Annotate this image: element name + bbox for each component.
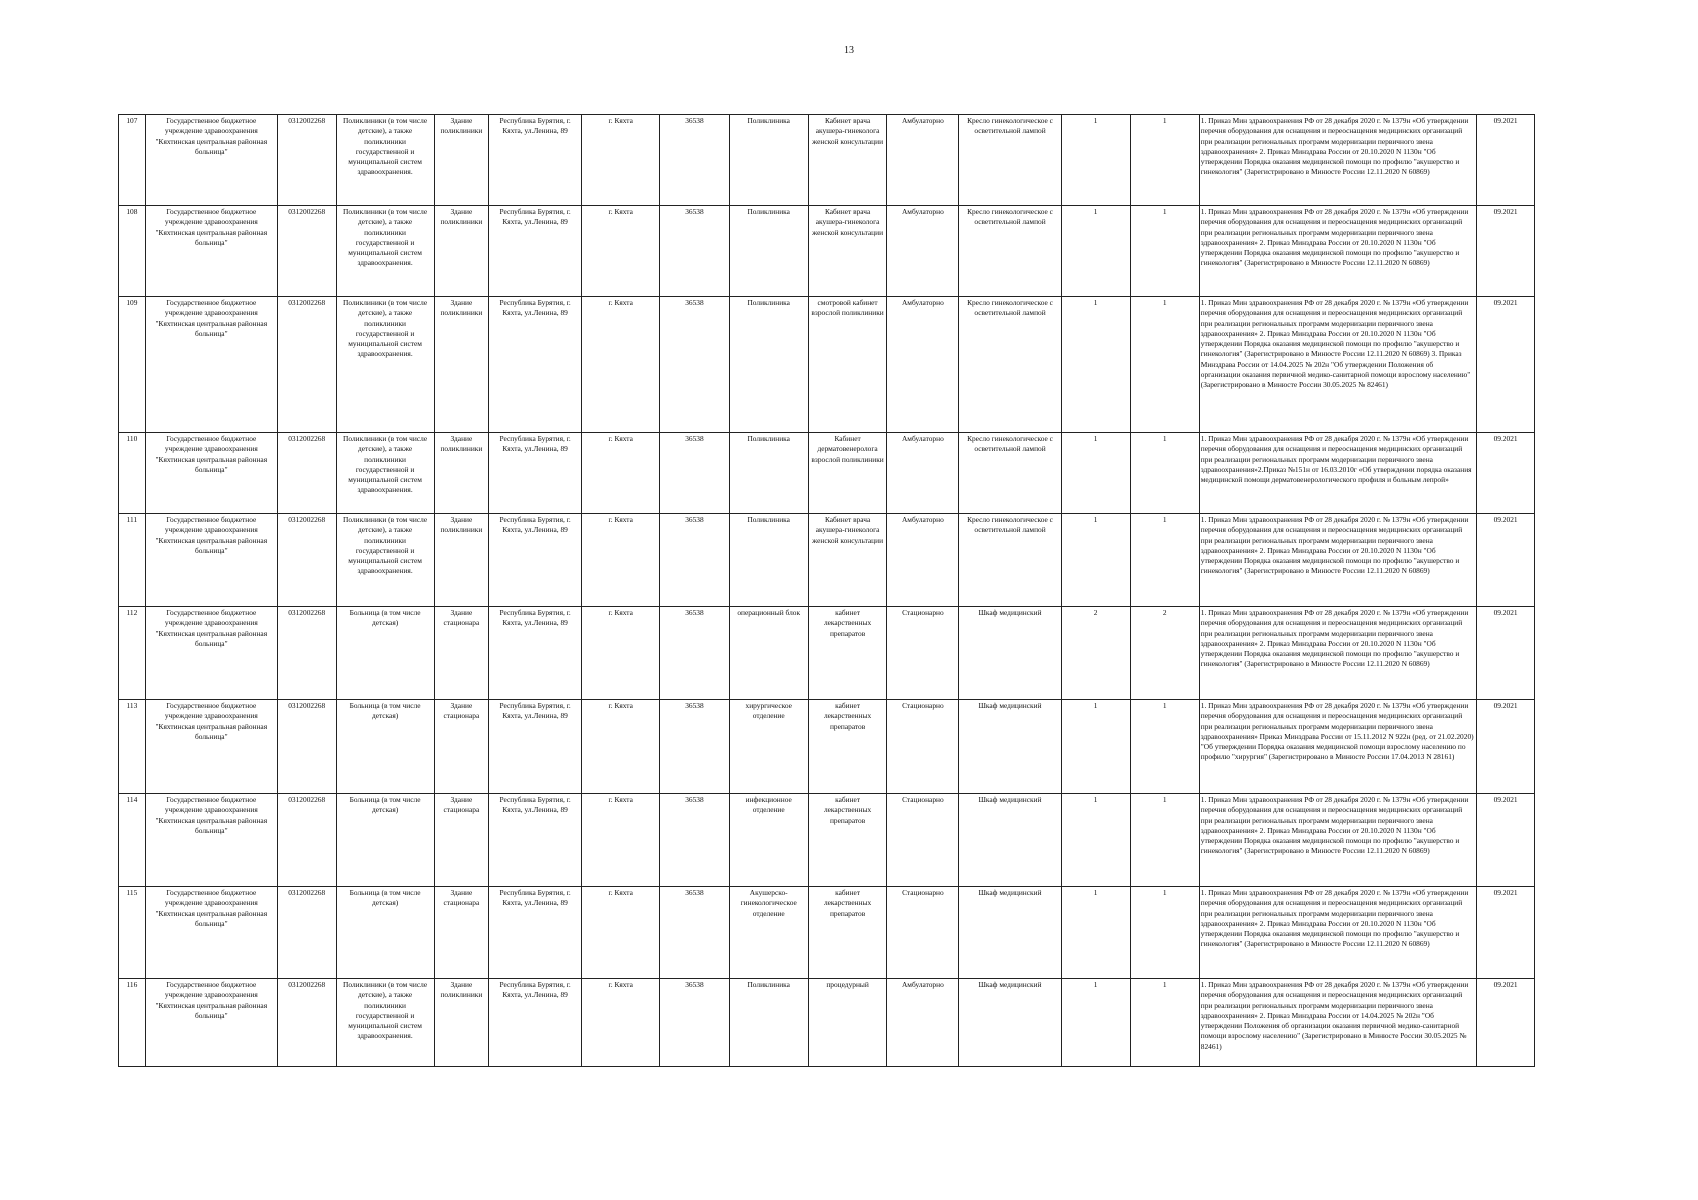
cell-index: 36538 [660, 297, 729, 433]
cell-address: Республика Бурятия, г. Кяхта, ул.Ленина, 89 [489, 115, 582, 206]
cell-quantity-2: 1 [1130, 794, 1199, 887]
cell-number: 116 [119, 979, 146, 1067]
cell-index: 36538 [660, 979, 729, 1067]
cell-quantity-2: 1 [1130, 433, 1199, 514]
cell-equipment: Кресло гинекологическое с осветительной лампой [959, 433, 1061, 514]
cell-number: 113 [119, 700, 146, 794]
cell-quantity-1: 1 [1061, 206, 1130, 297]
cell-organization: Государственное бюджетное учреждение здравоохранения "Кяхтинская центральная районная больница" [145, 297, 277, 433]
cell-regulations: 1. Приказ Мин здравоохранения РФ от 28 декабря 2020 г. № 1379н «Об утверждении перечня оборудования для оснащения и переоснащения медицинских организаций при реализации региональных программ модернизации первичного звена здравоохранения» 2. Приказ Минздрава России от 20.10.2020 N 1130н "Об утверждении Порядка оказания медицинской помощи по профилю "акушерство и гинекология" (Зарегистрировано в Минюсте России 12.11.2020 N 60869) [1199, 794, 1476, 887]
cell-date: 09.2021 [1477, 115, 1535, 206]
cell-city: г. Кяхта [582, 433, 660, 514]
table-row [119, 115, 1535, 206]
cell-city: г. Кяхта [582, 297, 660, 433]
cell-code: 0312002268 [277, 206, 336, 297]
cell-number: 114 [119, 794, 146, 887]
cell-quantity-2: 1 [1130, 514, 1199, 607]
cell-date: 09.2021 [1477, 700, 1535, 794]
cell-date: 09.2021 [1477, 887, 1535, 979]
cell-address: Республика Бурятия, г. Кяхта, ул.Ленина, 89 [489, 433, 582, 514]
cell-number: 109 [119, 297, 146, 433]
cell-care-mode: Стационарно [887, 700, 959, 794]
cell-facility-type: Поликлиники (в том числе детские), а также поликлиники государственной и муниципальной систем здравоохранения. [336, 206, 434, 297]
cell-organization: Государственное бюджетное учреждение здравоохранения "Кяхтинская центральная районная больница" [145, 206, 277, 297]
cell-address: Республика Бурятия, г. Кяхта, ул.Ленина, 89 [489, 206, 582, 297]
cell-room: Кабинет врача акушера-гинеколога женской консультации [808, 115, 886, 206]
cell-address: Республика Бурятия, г. Кяхта, ул.Ленина, 89 [489, 887, 582, 979]
cell-room: кабинет лекарственных препаратов [808, 700, 886, 794]
cell-regulations: 1. Приказ Мин здравоохранения РФ от 28 декабря 2020 г. № 1379н «Об утверждении перечня оборудования для оснащения и переоснащения медицинских организаций при реализации региональных программ модернизации первичного звена здравоохранения» 2. Приказ Минздрава России от 14.04.2025 № 202н "Об утверждении Положения об организации оказания первичной медико-санитарной помощи взрослому населению" (Зарегистрировано в Минюсте России 30.05.2025 № 82461) [1199, 979, 1476, 1067]
cell-index: 36538 [660, 794, 729, 887]
cell-organization: Государственное бюджетное учреждение здравоохранения "Кяхтинская центральная районная больница" [145, 514, 277, 607]
cell-equipment: Шкаф медицинский [959, 887, 1061, 979]
cell-index: 36538 [660, 887, 729, 979]
cell-index: 36538 [660, 514, 729, 607]
table-row [119, 979, 1535, 1067]
cell-unit: инфекционное отделение [729, 794, 808, 887]
cell-quantity-2: 1 [1130, 115, 1199, 206]
cell-quantity-1: 1 [1061, 514, 1130, 607]
cell-unit: хирургическое отделение [729, 700, 808, 794]
cell-quantity-2: 1 [1130, 700, 1199, 794]
cell-code: 0312002268 [277, 794, 336, 887]
cell-unit: Поликлиника [729, 979, 808, 1067]
cell-code: 0312002268 [277, 514, 336, 607]
cell-date: 09.2021 [1477, 297, 1535, 433]
cell-city: г. Кяхта [582, 700, 660, 794]
cell-facility-type: Поликлиники (в том числе детские), а также поликлиники государственной и муниципальной систем здравоохранения. [336, 297, 434, 433]
cell-organization: Государственное бюджетное учреждение здравоохранения "Кяхтинская центральная районная больница" [145, 607, 277, 700]
cell-address: Республика Бурятия, г. Кяхта, ул.Ленина, 89 [489, 297, 582, 433]
cell-care-mode: Стационарно [887, 607, 959, 700]
cell-address: Республика Бурятия, г. Кяхта, ул.Ленина, 89 [489, 607, 582, 700]
cell-care-mode: Амбулаторно [887, 433, 959, 514]
cell-address: Республика Бурятия, г. Кяхта, ул.Ленина, 89 [489, 514, 582, 607]
cell-equipment: Кресло гинекологическое с осветительной лампой [959, 206, 1061, 297]
cell-facility-type: Поликлиники (в том числе детские), а также поликлиники государственной и муниципальной систем здравоохранения. [336, 979, 434, 1067]
table-row [119, 433, 1535, 514]
cell-care-mode: Амбулаторно [887, 979, 959, 1067]
cell-date: 09.2021 [1477, 607, 1535, 700]
cell-unit: операционный блок [729, 607, 808, 700]
cell-quantity-1: 1 [1061, 794, 1130, 887]
cell-organization: Государственное бюджетное учреждение здравоохранения "Кяхтинская центральная районная больница" [145, 887, 277, 979]
cell-date: 09.2021 [1477, 794, 1535, 887]
cell-city: г. Кяхта [582, 206, 660, 297]
cell-number: 111 [119, 514, 146, 607]
cell-unit: Поликлиника [729, 206, 808, 297]
cell-code: 0312002268 [277, 979, 336, 1067]
cell-room: Кабинет дерматовенеролога взрослой поликлиники [808, 433, 886, 514]
cell-number: 108 [119, 206, 146, 297]
cell-building: Здание стационара [434, 794, 489, 887]
cell-care-mode: Амбулаторно [887, 297, 959, 433]
table-row [119, 206, 1535, 297]
cell-room: смотровой кабинет взрослой поликлиники [808, 297, 886, 433]
cell-quantity-1: 1 [1061, 297, 1130, 433]
cell-index: 36538 [660, 115, 729, 206]
cell-number: 107 [119, 115, 146, 206]
cell-code: 0312002268 [277, 887, 336, 979]
cell-index: 36538 [660, 433, 729, 514]
cell-code: 0312002268 [277, 607, 336, 700]
cell-care-mode: Амбулаторно [887, 514, 959, 607]
cell-room: процедурный [808, 979, 886, 1067]
cell-city: г. Кяхта [582, 514, 660, 607]
cell-room: Кабинет врача акушера-гинеколога женской консультации [808, 206, 886, 297]
cell-building: Здание поликлиники [434, 514, 489, 607]
cell-address: Республика Бурятия, г. Кяхта, ул.Ленина, 89 [489, 794, 582, 887]
cell-care-mode: Амбулаторно [887, 115, 959, 206]
cell-building: Здание поликлиники [434, 115, 489, 206]
cell-regulations: 1. Приказ Мин здравоохранения РФ от 28 декабря 2020 г. № 1379н «Об утверждении перечня оборудования для оснащения и переоснащения медицинских организаций при реализации региональных программ модернизации первичного звена здравоохранения» Приказ Минздрава России от 15.11.2012 N 922н (ред. от 21.02.2020) "Об утверждении Порядка оказания медицинской помощи взрослому населению по профилю "хирургия" (Зарегистрировано в Минюсте России 17.04.2013 N 28161) [1199, 700, 1476, 794]
cell-facility-type: Больница (в том числе детская) [336, 887, 434, 979]
cell-quantity-2: 1 [1130, 297, 1199, 433]
cell-quantity-1: 1 [1061, 979, 1130, 1067]
cell-quantity-2: 2 [1130, 607, 1199, 700]
cell-regulations: 1. Приказ Мин здравоохранения РФ от 28 декабря 2020 г. № 1379н «Об утверждении перечня оборудования для оснащения и переоснащения медицинских организаций при реализации региональных программ модернизации первичного звена здравоохранения» 2. Приказ Минздрава России от 20.10.2020 N 1130н "Об утверждении Порядка оказания медицинской помощи по профилю "акушерство и гинекология" (Зарегистрировано в Минюсте России 12.11.2020 N 60869) [1199, 206, 1476, 297]
page-number: 13 [844, 45, 854, 56]
cell-room: кабинет лекарственных препаратов [808, 607, 886, 700]
cell-date: 09.2021 [1477, 979, 1535, 1067]
cell-facility-type: Поликлиники (в том числе детские), а также поликлиники государственной и муниципальной систем здравоохранения. [336, 433, 434, 514]
cell-building: Здание поликлиники [434, 206, 489, 297]
cell-number: 110 [119, 433, 146, 514]
cell-building: Здание поликлиники [434, 297, 489, 433]
cell-building: Здание поликлиники [434, 433, 489, 514]
cell-quantity-2: 1 [1130, 206, 1199, 297]
cell-care-mode: Стационарно [887, 794, 959, 887]
cell-regulations: 1. Приказ Мин здравоохранения РФ от 28 декабря 2020 г. № 1379н «Об утверждении перечня оборудования для оснащения и переоснащения медицинских организаций при реализации региональных программ модернизации первичного звена здравоохранения» 2. Приказ Минздрава России от 20.10.2020 N 1130н "Об утверждении Порядка оказания медицинской помощи по профилю "акушерство и гинекология" (Зарегистрировано в Минюсте России 12.11.2020 N 60869) [1199, 887, 1476, 979]
cell-equipment: Шкаф медицинский [959, 794, 1061, 887]
cell-regulations: 1. Приказ Мин здравоохранения РФ от 28 декабря 2020 г. № 1379н «Об утверждении перечня оборудования для оснащения и переоснащения медицинских организаций при реализации региональных программ модернизации первичного звена здравоохранения» 2. Приказ Минздрава России от 20.10.2020 N 1130н "Об утверждении Порядка оказания медицинской помощи по профилю "акушерство и гинекология" (Зарегистрировано в Минюсте России 12.11.2020 N 60869) [1199, 115, 1476, 206]
cell-facility-type: Больница (в том числе детская) [336, 607, 434, 700]
cell-code: 0312002268 [277, 297, 336, 433]
cell-code: 0312002268 [277, 115, 336, 206]
cell-date: 09.2021 [1477, 206, 1535, 297]
table-row [119, 607, 1535, 700]
cell-regulations: 1. Приказ Мин здравоохранения РФ от 28 декабря 2020 г. № 1379н «Об утверждении перечня оборудования для оснащения и переоснащения медицинских организаций при реализации региональных программ модернизации первичного звена здравоохранения» 2. Приказ Минздрава России от 20.10.2020 N 1130н "Об утверждении Порядка оказания медицинской помощи по профилю "акушерство и гинекология" (Зарегистрировано в Минюсте России 12.11.2020 N 60869) [1199, 607, 1476, 700]
cell-organization: Государственное бюджетное учреждение здравоохранения "Кяхтинская центральная районная больница" [145, 979, 277, 1067]
cell-care-mode: Амбулаторно [887, 206, 959, 297]
cell-code: 0312002268 [277, 700, 336, 794]
cell-unit: Поликлиника [729, 297, 808, 433]
cell-equipment: Шкаф медицинский [959, 700, 1061, 794]
cell-number: 115 [119, 887, 146, 979]
cell-date: 09.2021 [1477, 433, 1535, 514]
cell-facility-type: Поликлиники (в том числе детские), а также поликлиники государственной и муниципальной систем здравоохранения. [336, 115, 434, 206]
cell-room: кабинет лекарственных препаратов [808, 887, 886, 979]
cell-date: 09.2021 [1477, 514, 1535, 607]
cell-regulations: 1. Приказ Мин здравоохранения РФ от 28 декабря 2020 г. № 1379н «Об утверждении перечня оборудования для оснащения и переоснащения медицинских организаций при реализации региональных программ модернизации первичного звена здравоохранения»2.Приказ №151н от 16.03.2010г «Об утверждении порядка оказания медицинской помощи дерматовенерологического профиля и больным лепрой» [1199, 433, 1476, 514]
cell-equipment: Кресло гинекологическое с осветительной лампой [959, 297, 1061, 433]
cell-number: 112 [119, 607, 146, 700]
equipment-table [118, 114, 1535, 1067]
cell-address: Республика Бурятия, г. Кяхта, ул.Ленина, 89 [489, 700, 582, 794]
cell-building: Здание стационара [434, 607, 489, 700]
cell-equipment: Кресло гинекологическое с осветительной лампой [959, 514, 1061, 607]
cell-unit: Акушерско-гинекологическое отделение [729, 887, 808, 979]
table-row [119, 700, 1535, 794]
table-row [119, 297, 1535, 433]
cell-index: 36538 [660, 700, 729, 794]
cell-quantity-2: 1 [1130, 887, 1199, 979]
cell-city: г. Кяхта [582, 794, 660, 887]
cell-index: 36538 [660, 607, 729, 700]
cell-unit: Поликлиника [729, 514, 808, 607]
cell-unit: Поликлиника [729, 115, 808, 206]
cell-city: г. Кяхта [582, 115, 660, 206]
cell-building: Здание стационара [434, 700, 489, 794]
cell-unit: Поликлиника [729, 433, 808, 514]
cell-city: г. Кяхта [582, 979, 660, 1067]
cell-building: Здание поликлиники [434, 979, 489, 1067]
cell-quantity-1: 1 [1061, 887, 1130, 979]
cell-equipment: Кресло гинекологическое с осветительной лампой [959, 115, 1061, 206]
cell-organization: Государственное бюджетное учреждение здравоохранения "Кяхтинская центральная районная больница" [145, 115, 277, 206]
cell-quantity-1: 1 [1061, 700, 1130, 794]
cell-index: 36538 [660, 206, 729, 297]
table-row [119, 887, 1535, 979]
cell-care-mode: Стационарно [887, 887, 959, 979]
cell-quantity-1: 1 [1061, 433, 1130, 514]
cell-city: г. Кяхта [582, 887, 660, 979]
cell-quantity-1: 1 [1061, 115, 1130, 206]
cell-regulations: 1. Приказ Мин здравоохранения РФ от 28 декабря 2020 г. № 1379н «Об утверждении перечня оборудования для оснащения и переоснащения медицинских организаций при реализации региональных программ модернизации первичного звена здравоохранения» 2. Приказ Минздрава России от 20.10.2020 N 1130н "Об утверждении Порядка оказания медицинской помощи по профилю "акушерство и гинекология" (Зарегистрировано в Минюсте России 12.11.2020 N 60869) 3. Приказ Минздрава России от 14.04.2025 № 202н "Об утверждении Положения об организации оказания первичной медико-санитарной помощи взрослому населению" (Зарегистрировано в Минюсте России 30.05.2025 № 82461) [1199, 297, 1476, 433]
cell-room: кабинет лекарственных препаратов [808, 794, 886, 887]
cell-organization: Государственное бюджетное учреждение здравоохранения "Кяхтинская центральная районная больница" [145, 794, 277, 887]
cell-facility-type: Больница (в том числе детская) [336, 700, 434, 794]
cell-code: 0312002268 [277, 433, 336, 514]
cell-equipment: Шкаф медицинский [959, 979, 1061, 1067]
cell-quantity-1: 2 [1061, 607, 1130, 700]
cell-building: Здание стационара [434, 887, 489, 979]
cell-address: Республика Бурятия, г. Кяхта, ул.Ленина, 89 [489, 979, 582, 1067]
cell-organization: Государственное бюджетное учреждение здравоохранения "Кяхтинская центральная районная больница" [145, 700, 277, 794]
cell-regulations: 1. Приказ Мин здравоохранения РФ от 28 декабря 2020 г. № 1379н «Об утверждении перечня оборудования для оснащения и переоснащения медицинских организаций при реализации региональных программ модернизации первичного звена здравоохранения» 2. Приказ Минздрава России от 20.10.2020 N 1130н "Об утверждении Порядка оказания медицинской помощи по профилю "акушерство и гинекология" (Зарегистрировано в Минюсте России 12.11.2020 N 60869) [1199, 514, 1476, 607]
cell-organization: Государственное бюджетное учреждение здравоохранения "Кяхтинская центральная районная больница" [145, 433, 277, 514]
table-row [119, 794, 1535, 887]
cell-facility-type: Больница (в том числе детская) [336, 794, 434, 887]
cell-equipment: Шкаф медицинский [959, 607, 1061, 700]
table-row [119, 514, 1535, 607]
cell-quantity-2: 1 [1130, 979, 1199, 1067]
cell-city: г. Кяхта [582, 607, 660, 700]
cell-facility-type: Поликлиники (в том числе детские), а также поликлиники государственной и муниципальной систем здравоохранения. [336, 514, 434, 607]
cell-room: Кабинет врача акушера-гинеколога женской консультации [808, 514, 886, 607]
